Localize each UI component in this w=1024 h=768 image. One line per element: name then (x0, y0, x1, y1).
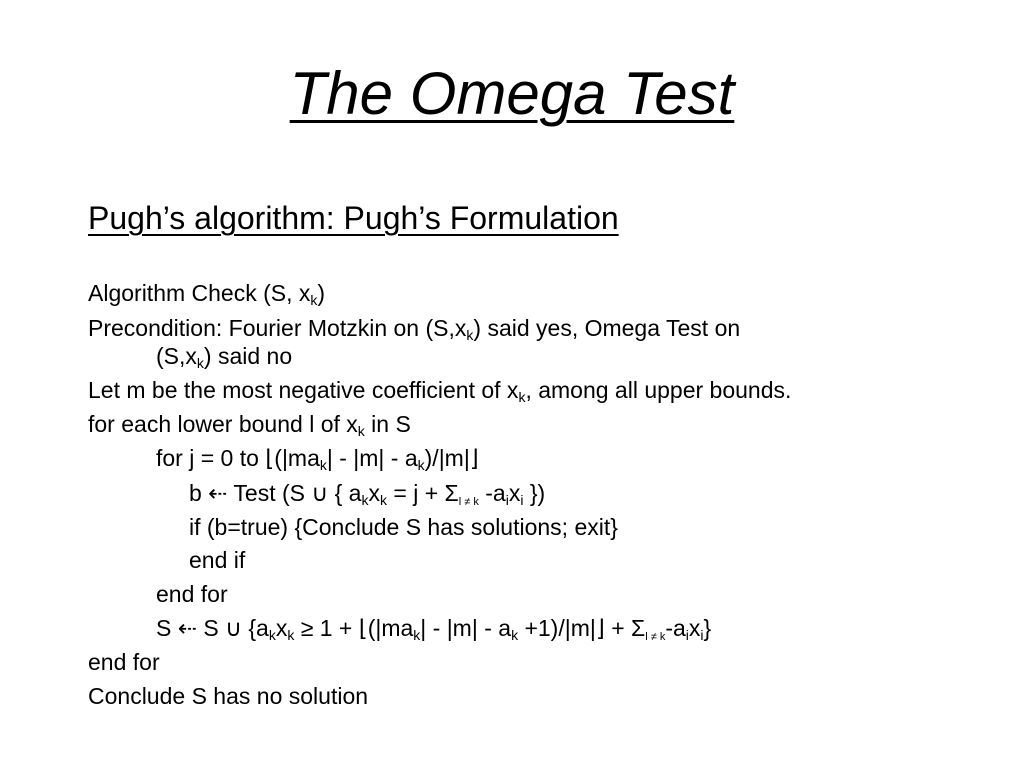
conclusion-line: Conclude S has no solution (88, 683, 369, 709)
for-j-loop-line: for j = 0 to $⌊(|ma_k| - |m|$ - $a_k)/|m|⌋$ (156, 445, 479, 473)
end-for-outer-line: end for (88, 649, 160, 675)
algorithm-signature-line: Algorithm Check (S, $x_k$) (88, 280, 326, 308)
slide-subtitle: Pugh’s algorithm: Pugh’s Formulation (88, 200, 619, 236)
s-update-line: S ⇠ S ∪ {$a_kx_k \ge 1$ + $⌊(|ma_k| - |m| - a_k$ +1)/|m|⌋ + $\Sigma_{l \ne k}-a_ix_i$} (156, 615, 712, 643)
slide-title-text: The Omega Test (289, 60, 735, 127)
if-solution-line: if (b=true) {Conclude S has solutions; exit} (189, 514, 618, 540)
end-for-inner-line: end for (156, 581, 228, 607)
let-m-line: Let m be the most negative coefficient of $x_k$, among all upper bounds. (88, 377, 792, 405)
end-if-line: end if (189, 547, 246, 573)
precondition-continuation-line: $(S,x_k)$ said no (156, 343, 293, 371)
for-each-lower-bound-line: for each lower bound l of $x_k$ in S (88, 411, 411, 439)
test-assignment-line: b ⇠ Test (S ∪ { $a_kx_k = j + \Sigma_{l \ne k}$ $-a_ix_i$ }) (189, 480, 546, 508)
precondition-line: Precondition: Fourier Motzkin on $(S,x_k)$ said yes, Omega Test on (88, 315, 741, 343)
slide-title (0, 58, 1024, 130)
